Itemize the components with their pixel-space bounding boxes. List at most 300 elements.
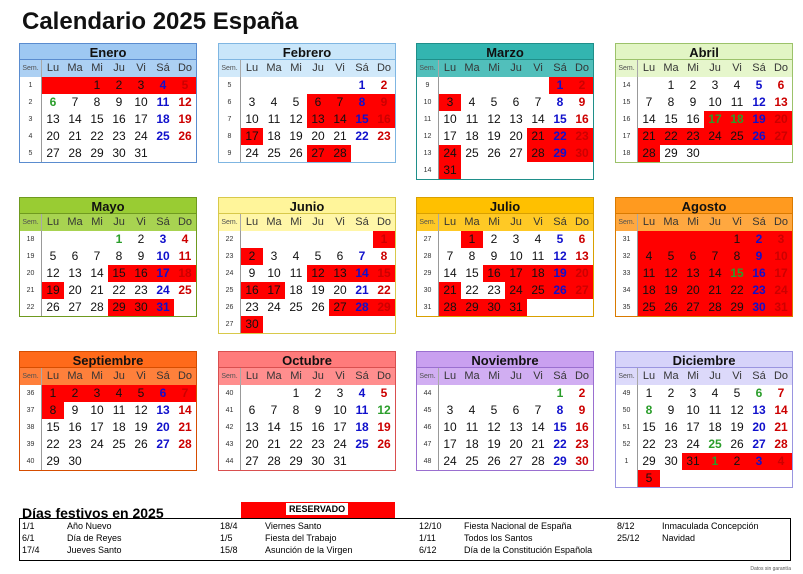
weekday-header: Ju <box>510 62 522 74</box>
day-cell: 19 <box>377 420 391 434</box>
weekday-header: Mi <box>290 370 302 382</box>
week-row <box>20 402 196 419</box>
day-cell: 29 <box>108 299 130 316</box>
day-cell <box>571 162 593 179</box>
day-cell: 3 <box>770 231 792 248</box>
day-cell: 8 <box>726 248 748 265</box>
day-cell <box>307 77 329 94</box>
day-cell: 1 <box>115 232 123 246</box>
day-cell: 9 <box>248 266 256 280</box>
week-number: 46 <box>417 419 439 436</box>
week-number: 6 <box>219 94 241 111</box>
week-row <box>20 128 196 145</box>
day-cell: 25 <box>112 437 126 451</box>
day-cell <box>373 453 395 470</box>
day-cell: 15 <box>664 112 678 126</box>
month-abril <box>615 43 793 163</box>
day-cell: 22 <box>553 437 567 451</box>
day-cell <box>241 77 263 94</box>
week-number: 27 <box>417 231 439 248</box>
weekday-header: Sá <box>553 216 567 228</box>
day-cell: 27 <box>329 299 351 316</box>
holiday-entry <box>617 520 759 532</box>
reserved-label: RESERVADO <box>286 503 348 515</box>
week-number: 37 <box>20 402 42 419</box>
weekday-header: Sem. <box>219 368 241 385</box>
day-cell: 23 <box>134 283 148 297</box>
holiday-name: Todos los Santos <box>464 533 533 543</box>
week-row <box>20 385 196 402</box>
day-cell: 17 <box>152 265 174 282</box>
day-cell: 9 <box>667 403 675 417</box>
day-cell: 6 <box>578 232 586 246</box>
weekday-header: Ju <box>113 62 125 74</box>
day-cell: 28 <box>704 299 726 316</box>
day-cell: 13 <box>774 95 788 109</box>
day-cell: 7 <box>270 403 278 417</box>
day-cell: 19 <box>730 420 744 434</box>
day-cell: 11 <box>465 112 479 126</box>
day-cell: 4 <box>733 78 741 92</box>
week-number: 44 <box>219 453 241 470</box>
day-cell: 14 <box>443 266 457 280</box>
day-cell: 17 <box>241 128 263 145</box>
day-cell <box>285 77 307 94</box>
weekday-header: Vi <box>732 216 742 228</box>
day-cell: 28 <box>178 437 192 451</box>
day-cell <box>285 231 307 248</box>
day-cell: 18 <box>174 265 196 282</box>
day-cell: 19 <box>660 282 682 299</box>
day-cell: 2 <box>748 231 770 248</box>
holiday-entry <box>22 544 122 556</box>
day-cell <box>285 316 307 333</box>
day-cell: 6 <box>777 78 785 92</box>
holiday-date: 1/5 <box>220 533 233 543</box>
day-cell: 5 <box>733 386 741 400</box>
day-cell: 5 <box>638 470 660 487</box>
day-cell <box>439 385 461 402</box>
day-cell <box>263 316 285 333</box>
weekday-header: Lu <box>245 216 259 228</box>
day-cell: 23 <box>575 437 589 451</box>
day-cell <box>86 453 108 470</box>
day-cell: 9 <box>373 94 395 111</box>
day-cell: 22 <box>355 129 369 143</box>
week-row <box>417 265 593 282</box>
day-cell: 24 <box>90 437 104 451</box>
weekday-header: Vi <box>533 62 543 74</box>
day-cell: 26 <box>549 282 571 299</box>
day-cell: 29 <box>461 299 483 316</box>
weekday-header: Ju <box>510 216 522 228</box>
day-cell: 15 <box>465 266 479 280</box>
day-cell: 3 <box>159 232 167 246</box>
day-cell: 11 <box>156 95 170 109</box>
week-row <box>219 419 395 436</box>
day-cell: 14 <box>267 420 281 434</box>
week-number: 52 <box>616 436 638 453</box>
week-number: 3 <box>20 111 42 128</box>
month-title: Diciembre <box>615 351 793 368</box>
day-cell: 4 <box>534 232 542 246</box>
week-number: 49 <box>616 385 638 402</box>
day-cell: 9 <box>490 249 498 263</box>
day-cell: 4 <box>468 403 476 417</box>
day-cell: 21 <box>704 282 726 299</box>
weekday-header: Vi <box>335 216 345 228</box>
day-cell: 20 <box>682 282 704 299</box>
day-cell: 3 <box>748 453 770 470</box>
day-cell: 20 <box>571 265 593 282</box>
week-number: 29 <box>417 265 439 282</box>
day-cell: 4 <box>358 386 366 400</box>
weekday-header: Ma <box>663 370 679 382</box>
week-row <box>219 453 395 470</box>
day-cell: 3 <box>86 385 108 402</box>
week-number: 40 <box>20 453 42 470</box>
month-junio <box>218 197 396 334</box>
day-cell: 9 <box>137 249 145 263</box>
week-number: 24 <box>219 265 241 282</box>
day-cell: 25 <box>527 282 549 299</box>
weekday-header: Ma <box>67 62 83 74</box>
day-cell: 25 <box>289 300 303 314</box>
week-number: 50 <box>616 402 638 419</box>
week-row <box>417 162 593 179</box>
holiday-name: Fiesta del Trabajo <box>265 533 337 543</box>
week-row <box>417 419 593 436</box>
day-cell <box>461 77 483 94</box>
week-row <box>417 402 593 419</box>
day-cell: 1 <box>358 78 366 92</box>
day-cell: 20 <box>509 129 523 143</box>
day-cell: 29 <box>553 454 567 468</box>
day-cell: 30 <box>686 146 700 160</box>
day-cell: 19 <box>42 282 64 299</box>
week-number: 12 <box>417 128 439 145</box>
weekday-header: Sá <box>553 370 567 382</box>
weekday-header: Ma <box>266 62 282 74</box>
day-cell: 17 <box>505 265 527 282</box>
week-row <box>20 231 196 248</box>
holiday-entry <box>220 544 352 556</box>
day-cell: 11 <box>267 112 281 126</box>
weekday-header: Do <box>773 216 789 228</box>
day-cell: 5 <box>556 232 564 246</box>
holiday-date: 6/12 <box>419 545 437 555</box>
day-cell: 15 <box>553 112 567 126</box>
week-number: 47 <box>417 436 439 453</box>
day-cell: 26 <box>487 146 501 160</box>
day-cell: 22 <box>377 283 391 297</box>
day-cell: 6 <box>71 249 79 263</box>
week-row <box>417 111 593 128</box>
day-cell: 8 <box>380 249 388 263</box>
day-cell: 30 <box>571 145 593 162</box>
day-cell: 4 <box>181 232 189 246</box>
week-number: 1 <box>20 77 42 94</box>
day-cell <box>748 145 770 162</box>
day-cell: 5 <box>490 403 498 417</box>
month-enero <box>19 43 197 163</box>
day-cell: 12 <box>660 265 682 282</box>
day-cell: 25 <box>355 437 369 451</box>
day-cell: 9 <box>71 403 79 417</box>
day-cell: 13 <box>46 112 60 126</box>
day-cell: 3 <box>512 232 520 246</box>
day-cell <box>152 145 174 162</box>
day-cell: 14 <box>774 403 788 417</box>
week-row <box>417 282 593 299</box>
day-cell: 12 <box>553 249 567 263</box>
day-cell: 26 <box>377 437 391 451</box>
day-cell: 3 <box>130 77 152 94</box>
day-cell: 27 <box>682 299 704 316</box>
page-title: Calendario 2025 España <box>22 8 299 35</box>
day-cell: 24 <box>443 454 457 468</box>
week-number: 32 <box>616 248 638 265</box>
holiday-entry <box>22 520 122 532</box>
week-number: 8 <box>219 128 241 145</box>
holiday-entry <box>220 532 352 544</box>
day-cell: 16 <box>575 420 589 434</box>
week-row <box>20 419 196 436</box>
week-number: 22 <box>20 299 42 316</box>
day-cell <box>373 145 395 162</box>
day-cell: 11 <box>465 420 479 434</box>
weekday-header: Sá <box>156 62 170 74</box>
day-cell: 17 <box>263 282 285 299</box>
day-cell <box>770 470 792 487</box>
week-row <box>219 402 395 419</box>
weekday-header: Mi <box>488 62 500 74</box>
day-cell: 25 <box>465 454 479 468</box>
day-cell: 10 <box>156 249 170 263</box>
day-cell: 9 <box>578 403 586 417</box>
day-cell: 22 <box>289 437 303 451</box>
day-cell: 5 <box>49 249 57 263</box>
day-cell: 14 <box>531 420 545 434</box>
day-cell: 2 <box>64 385 86 402</box>
holiday-date: 18/4 <box>220 521 238 531</box>
day-cell: 8 <box>468 249 476 263</box>
holiday-date: 17/4 <box>22 545 40 555</box>
weekday-header: Vi <box>732 370 742 382</box>
weekday-header: Vi <box>136 62 146 74</box>
day-cell: 31 <box>439 162 461 179</box>
day-cell: 15 <box>90 112 104 126</box>
week-row <box>219 265 395 282</box>
week-number: 43 <box>219 436 241 453</box>
week-row <box>616 265 792 282</box>
weekday-header: Lu <box>443 216 457 228</box>
weekday-header: Ju <box>709 216 721 228</box>
day-cell: 21 <box>774 420 788 434</box>
day-cell <box>549 162 571 179</box>
day-cell: 17 <box>686 420 700 434</box>
week-row <box>20 77 196 94</box>
weekday-header: Sá <box>355 370 369 382</box>
day-cell <box>527 162 549 179</box>
day-cell: 2 <box>689 78 697 92</box>
day-cell <box>527 385 549 402</box>
day-cell: 9 <box>578 95 586 109</box>
month-title: Enero <box>19 43 197 60</box>
day-cell: 10 <box>245 112 259 126</box>
day-cell: 15 <box>726 265 748 282</box>
day-cell: 17 <box>704 111 726 128</box>
day-cell: 20 <box>752 420 766 434</box>
holiday-list <box>19 518 791 561</box>
day-cell: 30 <box>664 454 678 468</box>
day-cell: 10 <box>443 112 457 126</box>
holiday-entry <box>220 520 352 532</box>
day-cell: 2 <box>108 77 130 94</box>
weekday-header: Vi <box>533 216 543 228</box>
week-row <box>616 402 792 419</box>
day-cell: 14 <box>68 112 82 126</box>
day-cell: 5 <box>314 249 322 263</box>
day-cell: 18 <box>267 129 281 143</box>
day-cell: 12 <box>178 95 192 109</box>
week-number <box>616 470 638 487</box>
day-cell: 4 <box>770 453 792 470</box>
day-cell: 14 <box>90 266 104 280</box>
month-diciembre <box>615 351 793 488</box>
day-cell: 18 <box>112 420 126 434</box>
weekday-header: Mi <box>687 216 699 228</box>
week-number: 22 <box>219 231 241 248</box>
day-cell <box>351 453 373 470</box>
week-number: 36 <box>20 385 42 402</box>
day-cell: 21 <box>439 282 461 299</box>
weekday-header: Sem. <box>616 60 638 77</box>
weekday-header: Ma <box>464 62 480 74</box>
holiday-name: Viernes Santo <box>265 521 322 531</box>
day-cell: 2 <box>726 453 748 470</box>
weekday-header: Mi <box>91 370 103 382</box>
day-cell <box>329 231 351 248</box>
weekday-header: Sem. <box>219 60 241 77</box>
weekday-header: Sá <box>355 216 369 228</box>
weekday-header: Lu <box>46 62 60 74</box>
day-cell: 16 <box>311 420 325 434</box>
day-cell: 30 <box>112 146 126 160</box>
day-cell: 24 <box>333 437 347 451</box>
day-cell: 20 <box>311 129 325 143</box>
day-cell: 12 <box>307 265 329 282</box>
week-number: 10 <box>417 94 439 111</box>
day-cell <box>704 145 726 162</box>
day-cell: 13 <box>682 265 704 282</box>
day-cell: 26 <box>46 300 60 314</box>
day-cell: 24 <box>267 300 281 314</box>
day-cell: 9 <box>748 248 770 265</box>
month-title: Octubre <box>218 351 396 368</box>
holiday-name: Asunción de la Virgen <box>265 545 353 555</box>
day-cell: 31 <box>682 453 704 470</box>
weekday-header: Mi <box>488 216 500 228</box>
day-cell: 29 <box>46 454 60 468</box>
day-cell: 19 <box>549 265 571 282</box>
day-cell: 11 <box>708 403 722 417</box>
day-cell: 27 <box>770 128 792 145</box>
day-cell: 23 <box>68 437 82 451</box>
day-cell: 19 <box>748 111 770 128</box>
day-cell: 4 <box>108 385 130 402</box>
weekday-header: Ma <box>67 216 83 228</box>
day-cell <box>638 231 660 248</box>
weekday-header: Ma <box>464 370 480 382</box>
day-cell: 29 <box>664 146 678 160</box>
week-number: 4 <box>20 128 42 145</box>
day-cell: 7 <box>446 249 454 263</box>
day-cell <box>527 77 549 94</box>
month-title: Septiembre <box>19 351 197 368</box>
day-cell: 8 <box>556 403 564 417</box>
day-cell <box>682 470 704 487</box>
week-number: 38 <box>20 419 42 436</box>
weekday-header: Lu <box>245 62 259 74</box>
week-row <box>616 248 792 265</box>
day-cell <box>174 145 196 162</box>
weekday-header: Sem. <box>616 214 638 231</box>
week-number: 40 <box>219 385 241 402</box>
day-cell: 19 <box>487 437 501 451</box>
weekday-header: Lu <box>443 62 457 74</box>
day-cell <box>351 316 373 333</box>
day-cell: 26 <box>134 437 148 451</box>
day-cell: 13 <box>509 112 523 126</box>
day-cell: 10 <box>686 403 700 417</box>
weekday-header: Lu <box>46 216 60 228</box>
day-cell: 1 <box>704 453 726 470</box>
week-number: 7 <box>219 111 241 128</box>
day-cell: 16 <box>664 420 678 434</box>
week-number: 28 <box>417 248 439 265</box>
day-cell: 6 <box>336 249 344 263</box>
day-cell <box>439 77 461 94</box>
week-row <box>20 299 196 316</box>
week-number: 42 <box>219 419 241 436</box>
day-cell: 27 <box>307 145 329 162</box>
day-cell: 14 <box>642 112 656 126</box>
month-title: Abril <box>615 43 793 60</box>
weekday-header: Ju <box>113 216 125 228</box>
day-cell: 12 <box>730 403 744 417</box>
week-number: 35 <box>616 299 638 316</box>
week-row <box>20 111 196 128</box>
day-cell: 2 <box>380 78 388 92</box>
day-cell: 27 <box>509 454 523 468</box>
day-cell <box>64 77 86 94</box>
credit-note: Datos sin garantía <box>750 566 791 572</box>
day-cell <box>682 231 704 248</box>
day-cell: 10 <box>708 95 722 109</box>
day-cell: 14 <box>329 111 351 128</box>
day-cell: 6 <box>682 248 704 265</box>
week-number: 31 <box>417 299 439 316</box>
day-cell: 23 <box>571 128 593 145</box>
day-cell: 13 <box>509 420 523 434</box>
day-cell: 24 <box>439 145 461 162</box>
holiday-entry <box>617 532 759 544</box>
month-title: Agosto <box>615 197 793 214</box>
day-cell: 4 <box>152 77 174 94</box>
day-cell: 18 <box>465 437 479 451</box>
day-cell: 23 <box>664 437 678 451</box>
